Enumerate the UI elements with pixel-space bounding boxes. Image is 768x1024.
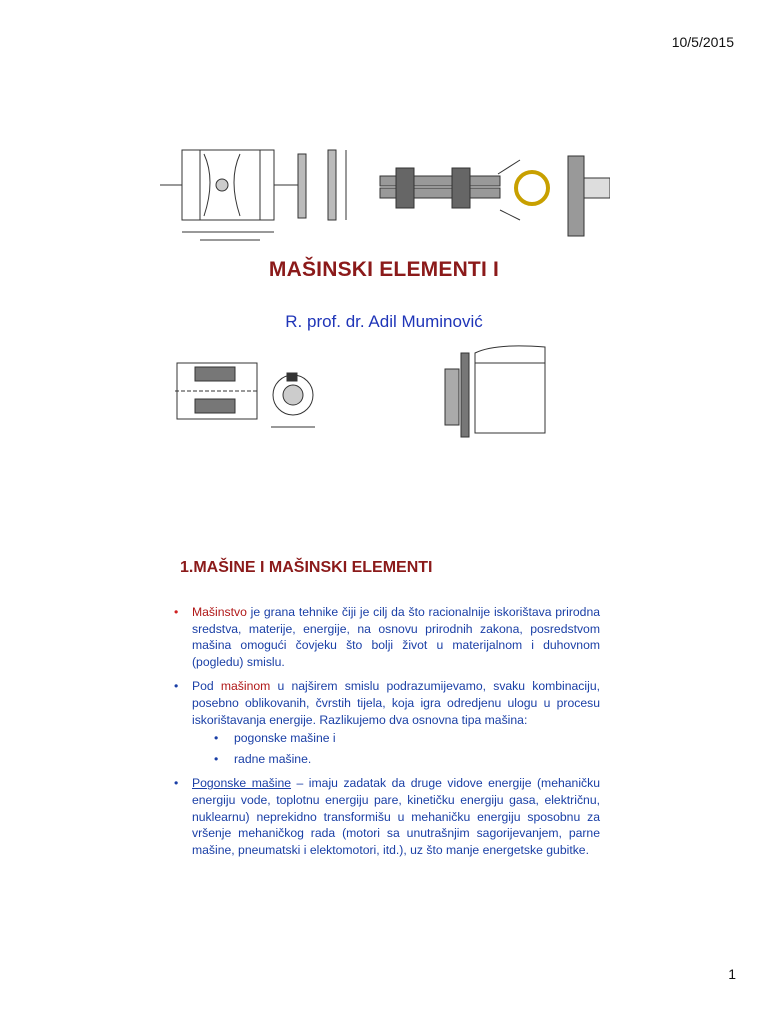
term-masinom: mašinom: [220, 679, 271, 694]
bullet-masina: [172, 678, 600, 767]
bolted-joint-drawing: [380, 168, 500, 208]
sub-bullet-pogonske: [192, 730, 600, 747]
text-pod: Pod: [192, 679, 221, 694]
page-date: 10/5/2015: [671, 34, 734, 50]
slide-title: MAŠINSKI ELEMENTI I: [268, 258, 500, 281]
bullet-list: [172, 604, 600, 866]
shaft-key-drawing: [175, 363, 315, 427]
bullet-dot-icon: •: [214, 751, 219, 766]
gear-drawing: [568, 156, 610, 236]
text-pogonske: – imaju zadatak da druge vidove energije (mehaničku energiju vode, toplotnu energiju pare, kinetičku energiju gasa, električnu, nuklearnu) neprekidno transformišu u mehaničku energiju sposobnu za vršenje mehaničkog rada (motori sa unutrašnjim sagorijevanjem, parne mašine, pneumatski i elektomotori, itd.), uz što manje energetske gubitke.: [192, 776, 600, 857]
bullet-dot-icon: •: [174, 776, 179, 791]
section-drawing: [298, 150, 346, 220]
technical-drawings-top: [160, 140, 610, 250]
text-mashinstvo: je grana tehnike čiji je cilj da što racionalnije iskorištava prirodna sredstva, materije, energije, na osnovu prirodnih zakona, posredstvom mašina omogući čovjeku što bolji život u materijalnom i duhovnom (pogledu) smislu.: [192, 605, 600, 669]
term-pogonske: Pogonske mašine: [192, 776, 292, 791]
slide-author: R. prof. dr. Adil Muminović: [285, 312, 483, 331]
flange-bolt-drawing: [445, 346, 545, 437]
bullet-dot-icon: •: [214, 731, 219, 746]
plate-drawing: [160, 150, 298, 240]
technical-drawings-bottom: [175, 343, 555, 443]
text-masina: u najširem smislu podrazumijevamo, svaku kombinaciju, posebno oblikovanih, čvrstih tijela, koja igra odredjenu ulogu u procesu iskorištavanja energije. Razlikujemo dva osnovna tipa mašina:: [192, 679, 600, 727]
sub-text-pogonske: pogonske mašine i: [234, 731, 336, 746]
bullet-pogonske: [172, 775, 600, 858]
bullet-mashinstvo: [172, 604, 600, 670]
sub-bullet-radne: [192, 751, 600, 768]
ring-drawing: [498, 160, 548, 220]
sub-text-radne: radne mašine.: [234, 751, 312, 766]
section-heading: 1.MAŠINE I MAŠINSKI ELEMENTI: [180, 559, 433, 576]
bullet-dot-icon: •: [174, 679, 179, 694]
page-number: 1: [728, 966, 736, 982]
term-mashinstvo: Mašinstvo: [192, 605, 247, 619]
bullet-dot-icon: •: [174, 605, 179, 619]
